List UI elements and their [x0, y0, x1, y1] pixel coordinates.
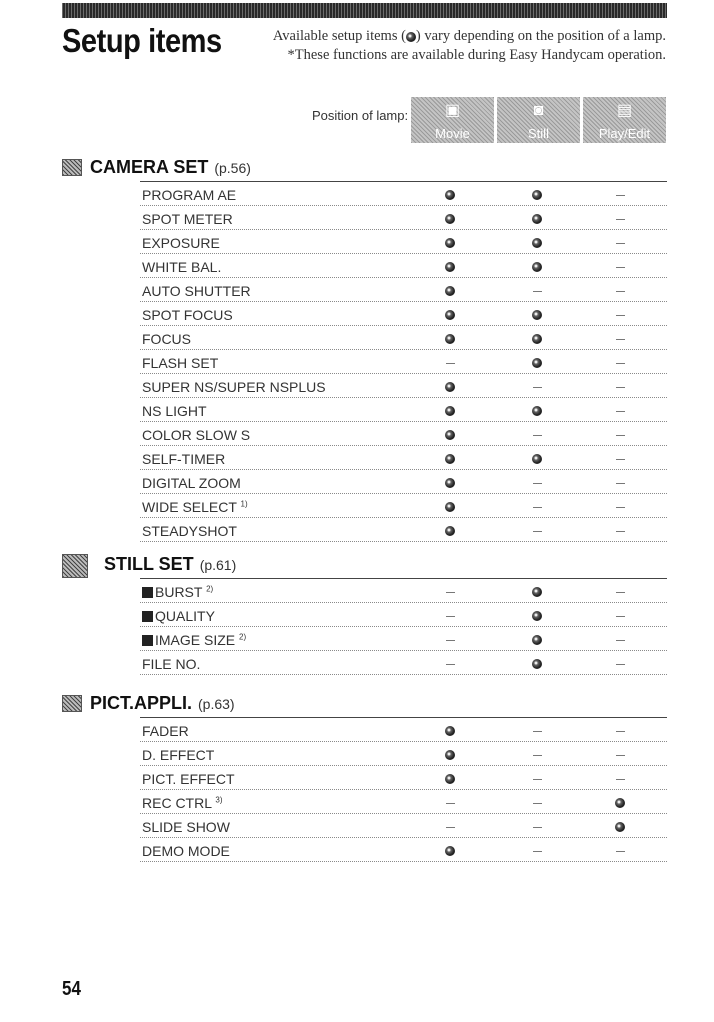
available-dot-icon [445, 334, 455, 344]
camera-set-title: CAMERA SET [90, 157, 209, 177]
setting-label: COLOR SLOW S [142, 427, 251, 443]
lamp-play-edit [583, 97, 666, 143]
play-edit-cell [613, 631, 627, 647]
still-cell [530, 210, 544, 226]
movie-cell [443, 842, 457, 858]
still-cell [530, 746, 544, 762]
play-edit-cell [613, 583, 627, 599]
movie-cell [443, 426, 457, 442]
play-edit-cell [613, 607, 627, 623]
not-available-dash [533, 731, 542, 732]
setting-label: BURST [155, 584, 203, 600]
play-edit-cell [613, 522, 627, 538]
setting-name [142, 632, 246, 648]
still-set-page-ref: (p.61) [199, 557, 237, 573]
table-row [140, 603, 667, 627]
setting-label: PICT. EFFECT [142, 771, 235, 787]
camera-set-rows [140, 182, 667, 542]
table-row [140, 422, 667, 446]
table-row [140, 470, 667, 494]
table-row [140, 518, 667, 542]
intro-line-1-start: Available setup items ( [272, 28, 406, 44]
not-available-dash [616, 315, 625, 316]
setting-label: SPOT FOCUS [142, 307, 233, 323]
movie-cell [443, 186, 457, 202]
still-cell [530, 426, 544, 442]
still-cell [530, 770, 544, 786]
available-dot-icon [445, 526, 455, 536]
setting-label: D. EFFECT [142, 747, 215, 763]
play-edit-cell [613, 794, 627, 810]
movie-cell [443, 770, 457, 786]
available-dot-icon [445, 430, 455, 440]
setting-label: FILE NO. [142, 656, 201, 672]
setting-name [142, 584, 213, 600]
table-row [140, 350, 667, 374]
movie-cell [443, 498, 457, 514]
not-available-dash [616, 664, 625, 665]
setting-label: QUALITY [155, 608, 215, 624]
not-available-dash [533, 851, 542, 852]
not-available-dash [616, 411, 625, 412]
movie-camera-icon: ▣ [444, 102, 461, 119]
pict-appli-page-ref: (p.63) [198, 696, 235, 712]
setting-name [142, 187, 236, 203]
setting-name [142, 795, 223, 811]
setting-label: WHITE BAL. [142, 259, 222, 275]
available-dot-icon [532, 406, 542, 416]
table-row [140, 278, 667, 302]
play-edit-cell [613, 282, 627, 298]
setting-label: FLASH SET [142, 355, 219, 371]
still-cell [530, 631, 544, 647]
setting-name [142, 475, 241, 491]
not-available-dash [616, 363, 625, 364]
not-available-dash [616, 243, 625, 244]
setting-label: STEADYSHOT [142, 523, 237, 539]
header-bar [62, 3, 667, 18]
play-edit-cell [613, 474, 627, 490]
still-cell [530, 330, 544, 346]
movie-cell [443, 794, 457, 810]
lamp-movie-label: Movie [435, 126, 470, 141]
lamp-still [497, 97, 580, 143]
available-dot-icon [445, 214, 455, 224]
still-set-icon [62, 554, 88, 578]
setting-name [142, 608, 215, 624]
availability-dot-icon [406, 32, 416, 42]
setting-label: NS LIGHT [142, 403, 207, 419]
setting-label: DIGITAL ZOOM [142, 475, 241, 491]
lamp-columns [411, 97, 666, 143]
movie-cell [443, 474, 457, 490]
table-row [140, 182, 667, 206]
available-dot-icon [532, 635, 542, 645]
table-row [140, 579, 667, 603]
not-available-dash [616, 459, 625, 460]
available-dot-icon [532, 587, 542, 597]
not-available-dash [616, 219, 625, 220]
still-mode-icon [142, 635, 153, 646]
not-available-dash [616, 592, 625, 593]
not-available-dash [446, 640, 455, 641]
still-cell [530, 234, 544, 250]
not-available-dash [446, 363, 455, 364]
available-dot-icon [445, 310, 455, 320]
camera-set-icon [62, 159, 82, 176]
pict-appli-heading [62, 693, 235, 714]
setting-name [142, 723, 189, 739]
camera-set-heading [62, 157, 251, 178]
still-set-rows [140, 579, 667, 675]
play-edit-cell [613, 402, 627, 418]
not-available-dash [533, 803, 542, 804]
play-edit-cell [613, 234, 627, 250]
setting-name [142, 747, 214, 763]
intro-line-1-end: ) vary depending on the position of a lamp. [415, 28, 666, 44]
not-available-dash [616, 387, 625, 388]
setting-label: SUPER NS/SUPER NSPLUS [142, 379, 326, 395]
still-cell [530, 607, 544, 623]
page-number: 54 [62, 978, 81, 1000]
play-edit-cell [613, 354, 627, 370]
not-available-dash [533, 507, 542, 508]
table-row [140, 838, 667, 862]
available-dot-icon [445, 190, 455, 200]
available-dot-icon [445, 726, 455, 736]
available-dot-icon [445, 286, 455, 296]
movie-cell [443, 330, 457, 346]
table-row [140, 398, 667, 422]
still-cell [530, 655, 544, 671]
movie-cell [443, 306, 457, 322]
setting-name [142, 283, 251, 299]
available-dot-icon [532, 611, 542, 621]
movie-cell [443, 282, 457, 298]
setting-name [142, 499, 248, 515]
footnote-marker: 1) [240, 499, 248, 509]
movie-cell [443, 655, 457, 671]
not-available-dash [616, 779, 625, 780]
lamp-still-label: Still [528, 126, 549, 141]
available-dot-icon [532, 262, 542, 272]
setting-name [142, 523, 237, 539]
still-cell [530, 450, 544, 466]
not-available-dash [533, 435, 542, 436]
footnote-marker: 2) [239, 632, 247, 642]
play-edit-cell [613, 258, 627, 274]
lamp-play-edit-label: Play/Edit [598, 126, 651, 141]
table-row [140, 374, 667, 398]
still-cell [530, 842, 544, 858]
still-cell [530, 722, 544, 738]
still-camera-icon: ◙ [533, 102, 544, 119]
setting-name [142, 211, 233, 227]
setting-name [142, 379, 326, 395]
still-set-heading [62, 554, 236, 578]
still-mode-icon [142, 587, 153, 598]
table-row [140, 718, 667, 742]
not-available-dash [446, 827, 455, 828]
setting-label: FADER [142, 723, 189, 739]
intro-line-1 [273, 27, 666, 46]
play-edit-cell [613, 378, 627, 394]
still-cell [530, 794, 544, 810]
play-edit-cell [613, 498, 627, 514]
available-dot-icon [445, 750, 455, 760]
not-available-dash [533, 779, 542, 780]
movie-cell [443, 402, 457, 418]
movie-cell [443, 378, 457, 394]
table-row [140, 766, 667, 790]
setting-label: SELF-TIMER [142, 451, 226, 467]
still-cell [530, 282, 544, 298]
still-cell [530, 378, 544, 394]
setting-name [142, 451, 225, 467]
not-available-dash [616, 851, 625, 852]
still-cell [530, 474, 544, 490]
still-cell [530, 354, 544, 370]
play-edit-cell [613, 770, 627, 786]
movie-cell [443, 631, 457, 647]
still-cell [530, 402, 544, 418]
movie-cell [443, 210, 457, 226]
not-available-dash [616, 195, 625, 196]
camera-set-page-ref: (p.56) [214, 160, 251, 176]
available-dot-icon [532, 454, 542, 464]
not-available-dash [616, 267, 625, 268]
not-available-dash [533, 291, 542, 292]
lamp-position-label: Position of lamp: [312, 108, 409, 123]
setting-name [142, 331, 191, 347]
not-available-dash [616, 291, 625, 292]
movie-cell [443, 722, 457, 738]
available-dot-icon [445, 262, 455, 272]
not-available-dash [616, 507, 625, 508]
play-edit-cell [613, 186, 627, 202]
not-available-dash [533, 387, 542, 388]
setting-name [142, 771, 235, 787]
setting-name [142, 403, 207, 419]
table-row [140, 254, 667, 278]
table-row [140, 446, 667, 470]
setting-label: SPOT METER [142, 211, 233, 227]
table-row [140, 627, 667, 651]
not-available-dash [446, 803, 455, 804]
available-dot-icon [532, 190, 542, 200]
still-cell [530, 306, 544, 322]
play-edit-cell [613, 306, 627, 322]
not-available-dash [533, 755, 542, 756]
table-row [140, 302, 667, 326]
intro-text [273, 27, 666, 65]
setting-label: SLIDE SHOW [142, 819, 230, 835]
not-available-dash [616, 731, 625, 732]
setting-label: DEMO MODE [142, 843, 230, 859]
movie-cell [443, 746, 457, 762]
setting-name [142, 259, 221, 275]
available-dot-icon [532, 310, 542, 320]
not-available-dash [533, 531, 542, 532]
setting-label: EXPOSURE [142, 235, 220, 251]
play-edit-cell [613, 210, 627, 226]
setting-name [142, 843, 230, 859]
pict-appli-icon [62, 695, 82, 712]
footnote-marker: 3) [215, 795, 223, 805]
play-edit-cell [613, 330, 627, 346]
setting-label: WIDE SELECT [142, 499, 237, 515]
available-dot-icon [445, 846, 455, 856]
setting-label: FOCUS [142, 331, 191, 347]
table-row [140, 651, 667, 675]
movie-cell [443, 450, 457, 466]
play-edit-cell [613, 655, 627, 671]
lamp-movie [411, 97, 494, 143]
page-title: Setup items [62, 22, 222, 59]
not-available-dash [446, 592, 455, 593]
movie-cell [443, 354, 457, 370]
still-mode-icon [142, 611, 153, 622]
available-dot-icon [445, 454, 455, 464]
available-dot-icon [445, 502, 455, 512]
table-row [140, 494, 667, 518]
setting-name [142, 427, 250, 443]
setting-label: AUTO SHUTTER [142, 283, 251, 299]
available-dot-icon [532, 358, 542, 368]
available-dot-icon [445, 774, 455, 784]
pict-appli-title: PICT.APPLI. [90, 693, 193, 713]
available-dot-icon [445, 238, 455, 248]
still-cell [530, 818, 544, 834]
not-available-dash [533, 483, 542, 484]
play-edit-cell [613, 426, 627, 442]
not-available-dash [616, 483, 625, 484]
still-cell [530, 522, 544, 538]
available-dot-icon [615, 822, 625, 832]
footnote-marker: 2) [206, 584, 214, 594]
available-dot-icon [445, 478, 455, 488]
not-available-dash [446, 616, 455, 617]
setting-name [142, 819, 230, 835]
still-set-title: STILL SET [104, 554, 194, 574]
table-row [140, 206, 667, 230]
not-available-dash [616, 755, 625, 756]
table-row [140, 230, 667, 254]
not-available-dash [446, 664, 455, 665]
pict-appli-rows [140, 718, 667, 862]
setting-name [142, 656, 200, 672]
movie-cell [443, 522, 457, 538]
still-cell [530, 258, 544, 274]
play-edit-cell [613, 842, 627, 858]
play-edit-cell [613, 746, 627, 762]
play-edit-cell [613, 450, 627, 466]
table-row [140, 326, 667, 350]
not-available-dash [616, 531, 625, 532]
movie-cell [443, 607, 457, 623]
available-dot-icon [445, 382, 455, 392]
available-dot-icon [615, 798, 625, 808]
setting-name [142, 307, 233, 323]
still-cell [530, 186, 544, 202]
play-edit-cell [613, 818, 627, 834]
not-available-dash [616, 640, 625, 641]
play-edit-cell [613, 722, 627, 738]
movie-cell [443, 258, 457, 274]
table-row [140, 814, 667, 838]
movie-cell [443, 818, 457, 834]
not-available-dash [616, 339, 625, 340]
still-cell [530, 583, 544, 599]
not-available-dash [533, 827, 542, 828]
movie-cell [443, 583, 457, 599]
available-dot-icon [532, 659, 542, 669]
not-available-dash [616, 616, 625, 617]
not-available-dash [616, 435, 625, 436]
available-dot-icon [532, 214, 542, 224]
setting-name [142, 355, 218, 371]
movie-cell [443, 234, 457, 250]
setting-label: IMAGE SIZE [155, 632, 236, 648]
available-dot-icon [532, 334, 542, 344]
still-cell [530, 498, 544, 514]
available-dot-icon [445, 406, 455, 416]
play-edit-icon: ▤ [616, 102, 633, 119]
setting-label: REC CTRL [142, 795, 212, 811]
table-row [140, 790, 667, 814]
setting-name [142, 235, 220, 251]
intro-line-2: *These functions are available during Easy Handycam operation. [287, 47, 666, 63]
available-dot-icon [532, 238, 542, 248]
table-row [140, 742, 667, 766]
setting-label: PROGRAM AE [142, 187, 237, 203]
